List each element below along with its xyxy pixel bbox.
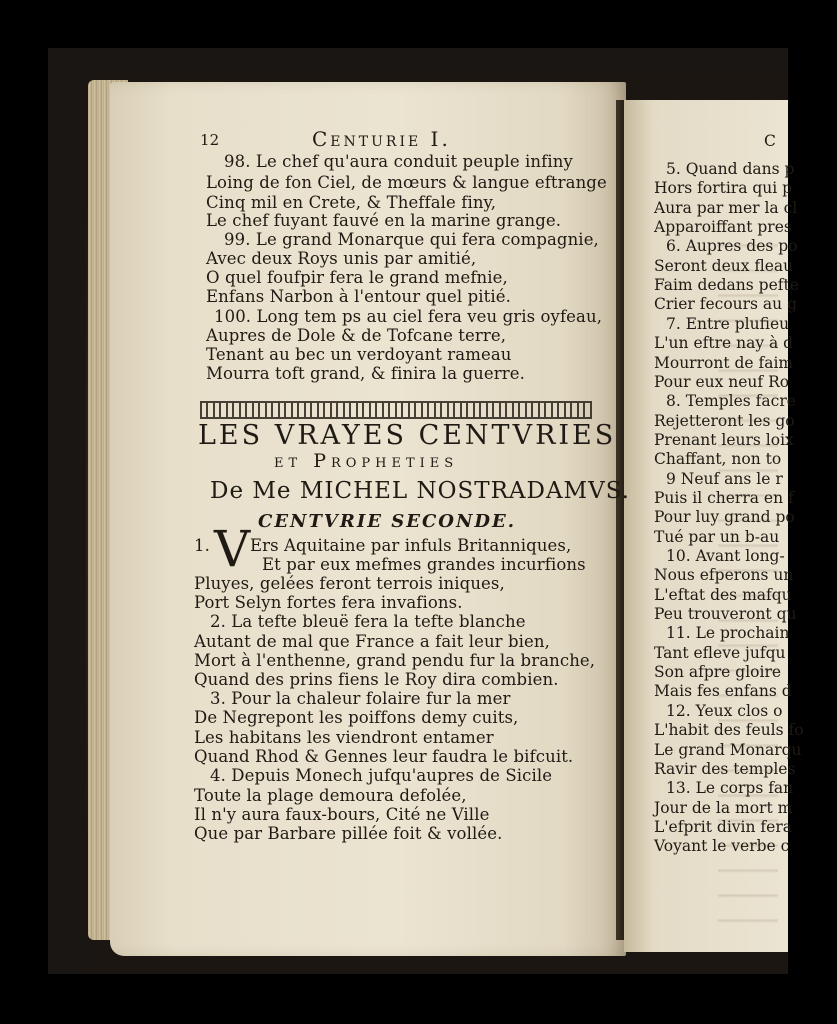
right-verse-line: 12. Yeux clos o bbox=[666, 701, 783, 720]
ornamental-divider bbox=[200, 401, 592, 419]
verse-line: Et par eux mefmes grandes incurfions bbox=[262, 555, 586, 574]
verse-line: Port Selyn fortes fera invafions. bbox=[194, 593, 463, 612]
right-verse-line: Ravir des temples bbox=[654, 759, 796, 778]
verse-line: 100. Long tem ps au ciel fera veu gris oyfeau, bbox=[214, 307, 603, 326]
right-verse-line: Hors fortira qui p bbox=[654, 179, 793, 198]
right-verse-line: Pour eux neuf Ro bbox=[654, 372, 790, 391]
right-verse-line: 10. Avant long- bbox=[666, 547, 785, 565]
right-verse-line: Voyant le verbe c bbox=[654, 837, 790, 856]
book-title: LES VRAYES CENTVRIES bbox=[198, 420, 617, 451]
right-verse-line: Seront deux fleau bbox=[654, 256, 794, 275]
quatrain-number: 1. bbox=[194, 536, 210, 555]
verse-line: 4. Depuis Monech jufqu'aupres de Sicile bbox=[210, 766, 553, 785]
right-verse-line: Son afpre gloire bbox=[654, 663, 782, 682]
verse-line: 2. La tefte bleuë fera la tefte blanche bbox=[210, 612, 526, 631]
right-verse-line: Crier fecours au g bbox=[654, 295, 798, 314]
right-verse-line: Pour luy grand po bbox=[654, 508, 795, 527]
verse-line: 98. Le chef qu'aura conduit peuple infiny bbox=[224, 152, 573, 171]
verse-line: Pluyes, gelées feront terrois iniques, bbox=[194, 574, 505, 593]
right-verse-line: Chaffant, non to bbox=[654, 450, 782, 469]
verse-line: Aupres de Dole & de Tofcane terre, bbox=[206, 326, 507, 345]
right-page-text bbox=[624, 100, 804, 952]
right-verse-line: Puis il cherra en f bbox=[654, 488, 794, 507]
verse-line: Le chef fuyant fauvé en la marine grange. bbox=[206, 211, 562, 230]
right-verse-line: L'eftat des mafqu bbox=[654, 585, 792, 604]
verse-line: Tenant au bec un verdoyant rameau bbox=[206, 345, 512, 364]
verse-line: Quand des prins fiens le Roy dira combien. bbox=[194, 670, 559, 689]
right-verse-line: Rejetteront les go bbox=[654, 411, 795, 430]
right-verse-line: L'habit des feuls fo bbox=[654, 721, 804, 740]
right-verse-line: Tant efleve jufqu bbox=[654, 643, 786, 662]
section-title: CENTVRIE SECONDE. bbox=[258, 511, 516, 532]
right-verse-line: Tué par un b-au bbox=[654, 527, 780, 546]
right-verse-line: Jour de la mort m bbox=[654, 798, 793, 817]
verse-line: Que par Barbare pillée foit & vollée. bbox=[194, 824, 503, 843]
verse-line: 99. Le grand Monarque qui fera compagnie, bbox=[224, 230, 599, 249]
right-verse-line: 9 Neuf ans le r bbox=[666, 469, 783, 488]
right-verse-line: 5. Quand dans p bbox=[666, 160, 795, 178]
verse-line: O quel foufpir fera le grand mefnie, bbox=[206, 268, 508, 287]
right-verse-line: Prenant leurs loix bbox=[654, 430, 794, 449]
verse-line: Toute la plage demoura defolée, bbox=[194, 786, 467, 805]
verse-line: Loing de fon Ciel, de mœurs & langue eftrange bbox=[206, 173, 607, 192]
author-line: De Me MICHEL NOSTRADAMVS. bbox=[210, 478, 630, 504]
right-verse-line: Mourront de faim bbox=[654, 353, 794, 372]
right-verse-line: L'un eftre nay à d bbox=[654, 334, 794, 353]
verse-line: Enfans Narbon à l'entour quel pitié. bbox=[206, 287, 511, 306]
right-verse-line: Nous efperons un bbox=[654, 566, 794, 585]
verse-line: Mort à l'enthenne, grand pendu fur la branche, bbox=[194, 651, 596, 670]
drop-cap: V bbox=[214, 520, 251, 578]
verse-line: Cinq mil en Crete, & Theffale finy, bbox=[206, 193, 497, 212]
verse-line: Ers Aquitaine par infuls Britanniques, bbox=[250, 536, 572, 555]
page-number: 12 bbox=[200, 131, 220, 149]
right-verse-line: Faim dedans pefte bbox=[654, 276, 799, 295]
verse-line: Avec deux Roys unis par amitié, bbox=[206, 249, 477, 268]
right-verse-line: Le grand Monarqu bbox=[654, 740, 802, 759]
right-verse-line: L'efprit divin fera bbox=[654, 817, 792, 836]
right-verse-line: Mais fes enfans d bbox=[654, 682, 792, 701]
verse-line: Les habitans les viendront entamer bbox=[194, 728, 494, 747]
verse-line: Autant de mal que France a fait leur bien, bbox=[194, 632, 550, 651]
right-verse-line: Aura par mer la cl bbox=[654, 198, 798, 217]
verse-line: Il n'y aura faux-bours, Cité ne Ville bbox=[194, 805, 490, 824]
verse-line: Mourra toft grand, & finira la guerre. bbox=[206, 364, 525, 383]
right-verse-line: 7. Entre plufieu bbox=[666, 314, 790, 333]
right-verse-line: 8. Temples facre bbox=[666, 392, 796, 411]
right-verse-line: 6. Aupres des po bbox=[666, 237, 798, 256]
right-verse-line: Peu trouveront qu bbox=[654, 605, 797, 624]
right-verse-line: 13. Le corps fan bbox=[666, 779, 794, 798]
running-head-right: C bbox=[764, 132, 779, 150]
verse-line: De Negrepont les poiffons demy cuits, bbox=[194, 708, 519, 727]
right-verse-line: 11. Le prochain bbox=[666, 624, 790, 643]
verse-line: 3. Pour la chaleur folaire fur la mer bbox=[210, 689, 511, 708]
verse-line: Quand Rhod & Gennes leur faudra le bifcuit. bbox=[194, 747, 574, 766]
book-subtitle: et Propheties bbox=[274, 450, 459, 472]
right-verse-line: Apparoiffant pres bbox=[654, 218, 792, 237]
running-head: Centurie I. bbox=[312, 127, 451, 151]
